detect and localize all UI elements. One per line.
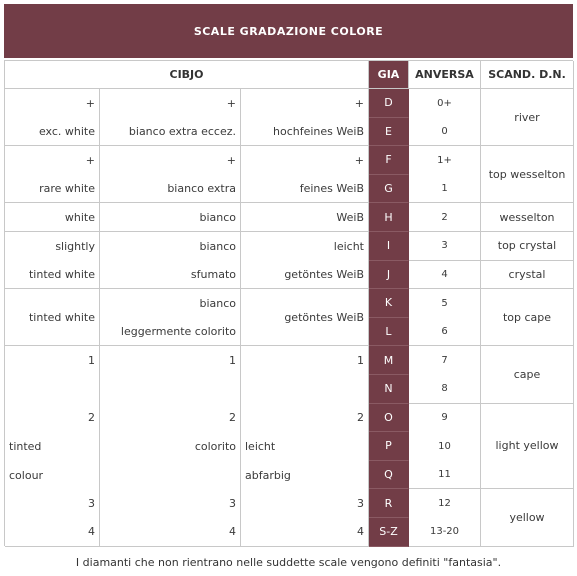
cibjo-en-g: rare white: [5, 175, 100, 204]
anversa-s-z: 13-20: [409, 518, 481, 547]
gia-grade-g: G: [369, 175, 409, 204]
cibjo-de-kl: getöntes WeiB: [241, 289, 369, 346]
color-grade-table: [4, 60, 573, 546]
cibjo-it-m: 1: [100, 346, 241, 375]
gia-grade-o: O: [369, 404, 409, 433]
cibjo-it-r: 3: [100, 489, 241, 518]
cibjo-de-h: WeiB: [241, 203, 369, 232]
scand-crystal: crystal: [481, 261, 574, 290]
scand-cape: cape: [481, 346, 574, 403]
cibjo-it-j: sfumato: [100, 261, 241, 290]
cibjo-en-o: 2: [5, 404, 100, 433]
anversa-k: 5: [409, 289, 481, 318]
cibjo-it-f: +: [100, 146, 241, 175]
cibjo-en-kl: tinted white: [5, 289, 100, 346]
cibjo-de-d: +: [241, 89, 369, 118]
cibjo-it-l: leggermente colorito: [100, 318, 241, 347]
gia-grade-i: I: [369, 232, 409, 261]
cibjo-it-h: bianco: [100, 203, 241, 232]
gia-grade-d: D: [369, 89, 409, 118]
gia-grade-k: K: [369, 289, 409, 318]
cibjo-de-g: feines WeiB: [241, 175, 369, 204]
cibjo-en-e: exc. white: [5, 118, 100, 147]
cibjo-it-k: bianco: [100, 289, 241, 318]
scand-river: river: [481, 89, 574, 146]
table-title: SCALE GRADAZIONE COLORE: [4, 4, 573, 58]
cibjo-it-e: bianco extra eccez.: [100, 118, 241, 147]
anversa-i: 3: [409, 232, 481, 261]
anversa-l: 6: [409, 318, 481, 347]
cibjo-de-n: [241, 375, 369, 404]
cibjo-en-i: slightly: [5, 232, 100, 261]
gia-grade-n: N: [369, 375, 409, 404]
scand-top-crystal: top crystal: [481, 232, 574, 261]
gia-grade-s-z: S-Z: [369, 518, 409, 547]
gia-grade-e: E: [369, 118, 409, 147]
anversa-h: 2: [409, 203, 481, 232]
cibjo-en-m: 1: [5, 346, 100, 375]
cibjo-de-e: hochfeines WeiB: [241, 118, 369, 147]
cibjo-de-r: 3: [241, 489, 369, 518]
cibjo-en-q: colour: [5, 461, 100, 490]
anversa-m: 7: [409, 346, 481, 375]
cibjo-it-g: bianco extra: [100, 175, 241, 204]
anversa-f: 1+: [409, 146, 481, 175]
header-anversa: ANVERSA: [409, 61, 481, 89]
cibjo-de-s: 4: [241, 518, 369, 547]
cibjo-it-n: [100, 375, 241, 404]
cibjo-de-q: abfarbig: [241, 461, 369, 490]
gia-grade-m: M: [369, 346, 409, 375]
scand-top-cape: top cape: [481, 289, 574, 346]
anversa-n: 8: [409, 375, 481, 404]
anversa-d: 0+: [409, 89, 481, 118]
gia-grade-h: H: [369, 203, 409, 232]
cibjo-de-p: leicht: [241, 432, 369, 461]
gia-grade-f: F: [369, 146, 409, 175]
anversa-r: 12: [409, 489, 481, 518]
cibjo-de-m: 1: [241, 346, 369, 375]
gia-grade-q: Q: [369, 461, 409, 490]
cibjo-en-r: 3: [5, 489, 100, 518]
cibjo-en-n: [5, 375, 100, 404]
scand-top-wesselton: top wesselton: [481, 146, 574, 203]
cibjo-en-p: tinted: [5, 432, 100, 461]
gia-grade-r: R: [369, 489, 409, 518]
gia-grade-p: P: [369, 432, 409, 461]
cibjo-it-p: colorito: [100, 432, 241, 461]
header-gia: GIA: [369, 61, 409, 89]
cibjo-de-o: 2: [241, 404, 369, 433]
cibjo-it-s: 4: [100, 518, 241, 547]
cibjo-it-q: [100, 461, 241, 490]
scand-light-yellow: light yellow: [481, 404, 574, 490]
footnote: I diamanti che non rientrano nelle suddette scale vengono definiti "fantasia".: [75, 556, 502, 569]
cibjo-it-d: +: [100, 89, 241, 118]
anversa-g: 1: [409, 175, 481, 204]
gia-grade-l: L: [369, 318, 409, 347]
anversa-p: 10: [409, 432, 481, 461]
cibjo-en-f: +: [5, 146, 100, 175]
cibjo-de-i: leicht: [241, 232, 369, 261]
anversa-q: 11: [409, 461, 481, 490]
scand-wesselton: wesselton: [481, 203, 574, 232]
scand-yellow: yellow: [481, 489, 574, 546]
anversa-o: 9: [409, 404, 481, 433]
header-cibjo: CIBJO: [5, 61, 369, 89]
cibjo-en-h: white: [5, 203, 100, 232]
anversa-e: 0: [409, 118, 481, 147]
cibjo-en-j: tinted white: [5, 261, 100, 290]
gia-grade-j: J: [369, 261, 409, 290]
cibjo-it-i: bianco: [100, 232, 241, 261]
cibjo-de-j: getöntes WeiB: [241, 261, 369, 290]
header-scand: SCAND. D.N.: [481, 61, 574, 89]
cibjo-en-s: 4: [5, 518, 100, 547]
cibjo-it-o: 2: [100, 404, 241, 433]
cibjo-de-f: +: [241, 146, 369, 175]
cibjo-en-d: +: [5, 89, 100, 118]
anversa-j: 4: [409, 261, 481, 290]
